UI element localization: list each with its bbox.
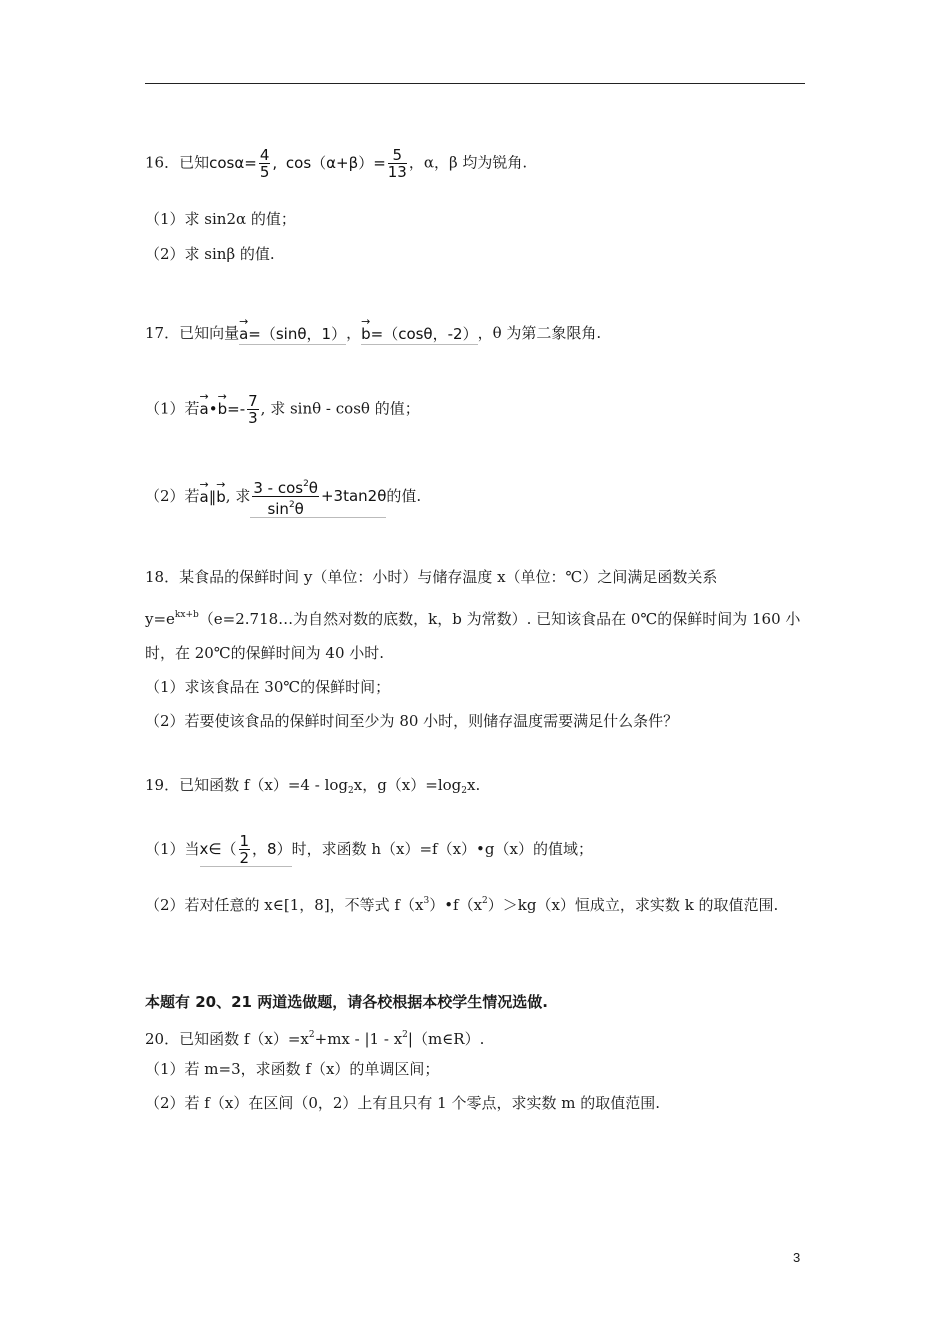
fraction: $\frac{3 - \cos^2\theta}{\sin^2\theta}$ — [252, 476, 319, 517]
q17-vector-a: → a=（sinθ，1） — [239, 324, 346, 345]
fraction: $\frac{1}{2}$ — [239, 832, 250, 867]
fraction: $\frac{7}{3}$ — [248, 392, 258, 427]
q20-part2: （2）若 f（x）在区间（0，2）上有且只有 1 个零点，求实数 m 的取值范围. — [145, 1094, 661, 1112]
q18-part2: （2）若要使该食品的保鲜时间至少为 80 小时，则储存温度需要满足什么条件？ — [145, 712, 679, 730]
fraction: $\frac{5}{13}$ — [387, 146, 407, 181]
q17-stem: 17．已知向量→ a=（sinθ，1），→ b=（cosθ，-2），θ 为第二象限角. — [145, 323, 601, 345]
q17-part2: （2）若→ a∥→ b, 求 $\frac{3 - \cos^2\theta}{\sin^2\theta}$ +3tan2θ的值. — [145, 476, 421, 518]
q20-stem: 20．已知函数 $f(x)=x^2+mx - |1$ - $x^2|(m\in R)$. — [145, 1030, 485, 1048]
q16-part2: （2）求 sinβ 的值. — [145, 245, 275, 263]
q17-part1: （1）若→ a•→ b=- $\frac{7}{3}$ , 求 sinθ - cosθ 的值； — [145, 393, 420, 426]
q16-part1: （1）求 sin2α 的值； — [145, 210, 296, 228]
q17-dot-product: → a•→ b=- $\frac{7}{3}$ — [200, 393, 261, 426]
elective-note: 本题有 20、21 两道选做题，请各校根据本校学生情况选做. — [145, 993, 548, 1011]
q17-parallel: → a∥→ b — [200, 487, 226, 507]
header-rule — [145, 83, 805, 84]
q16-stem: 16．已知cosα= $\frac{4}{5}$ , cos（α+β）= $\frac{5}{13}$ ，α，β 均为锐角. — [145, 146, 528, 181]
page-number: 3 — [793, 1250, 801, 1265]
q17-vector-b: → b=（cosθ，-2） — [361, 324, 477, 345]
fraction: $\frac{4}{5}$ — [259, 146, 270, 181]
q18-part1: （1）求该食品在 30℃的保鲜时间； — [145, 678, 391, 696]
q18-line2: $y=e^{kx+b}(e=2.718\dots$为自然对数的底数，k，b 为常数）. 已知该食品在 0℃的保鲜时间为 160 小 — [145, 610, 801, 628]
q18-line3: 时，在 20℃的保鲜时间为 40 小时. — [145, 644, 385, 662]
q16-formula-cos-alpha: cosα= $\frac{4}{5}$ , — [209, 146, 278, 181]
q20-part1: （1）若 m=3，求函数 f（x）的单调区间； — [145, 1060, 440, 1078]
q16-formula-cos-sum: cos（α+β）= $\frac{5}{13}$ — [285, 146, 407, 181]
q18-line1: 18．某食品的保鲜时间 y（单位：小时）与储存温度 x（单位：℃）之间满足函数关系 — [145, 568, 718, 586]
q19-interval: x∈（ $\frac{1}{2}$ ，8） — [199, 832, 292, 867]
q19-stem: 19．已知函数 $f(x)=4 - \log_2x$，$g(x)=\log_2x$. — [145, 776, 481, 796]
q19-part1: （1）当x∈（ $\frac{1}{2}$ ，8）时，求函数 h（x）=f（x）•g（x）的值域； — [145, 832, 593, 867]
q19-part2: （2）若对任意的 x∈[1，8]，不等式 $f(x^3)•f(x^2)>kg(x)$恒成立，求实数 k 的取值范围. — [145, 896, 779, 914]
q17-expression: $\frac{3 - \cos^2\theta}{\sin^2\theta}$ +3tan2θ — [250, 476, 386, 518]
